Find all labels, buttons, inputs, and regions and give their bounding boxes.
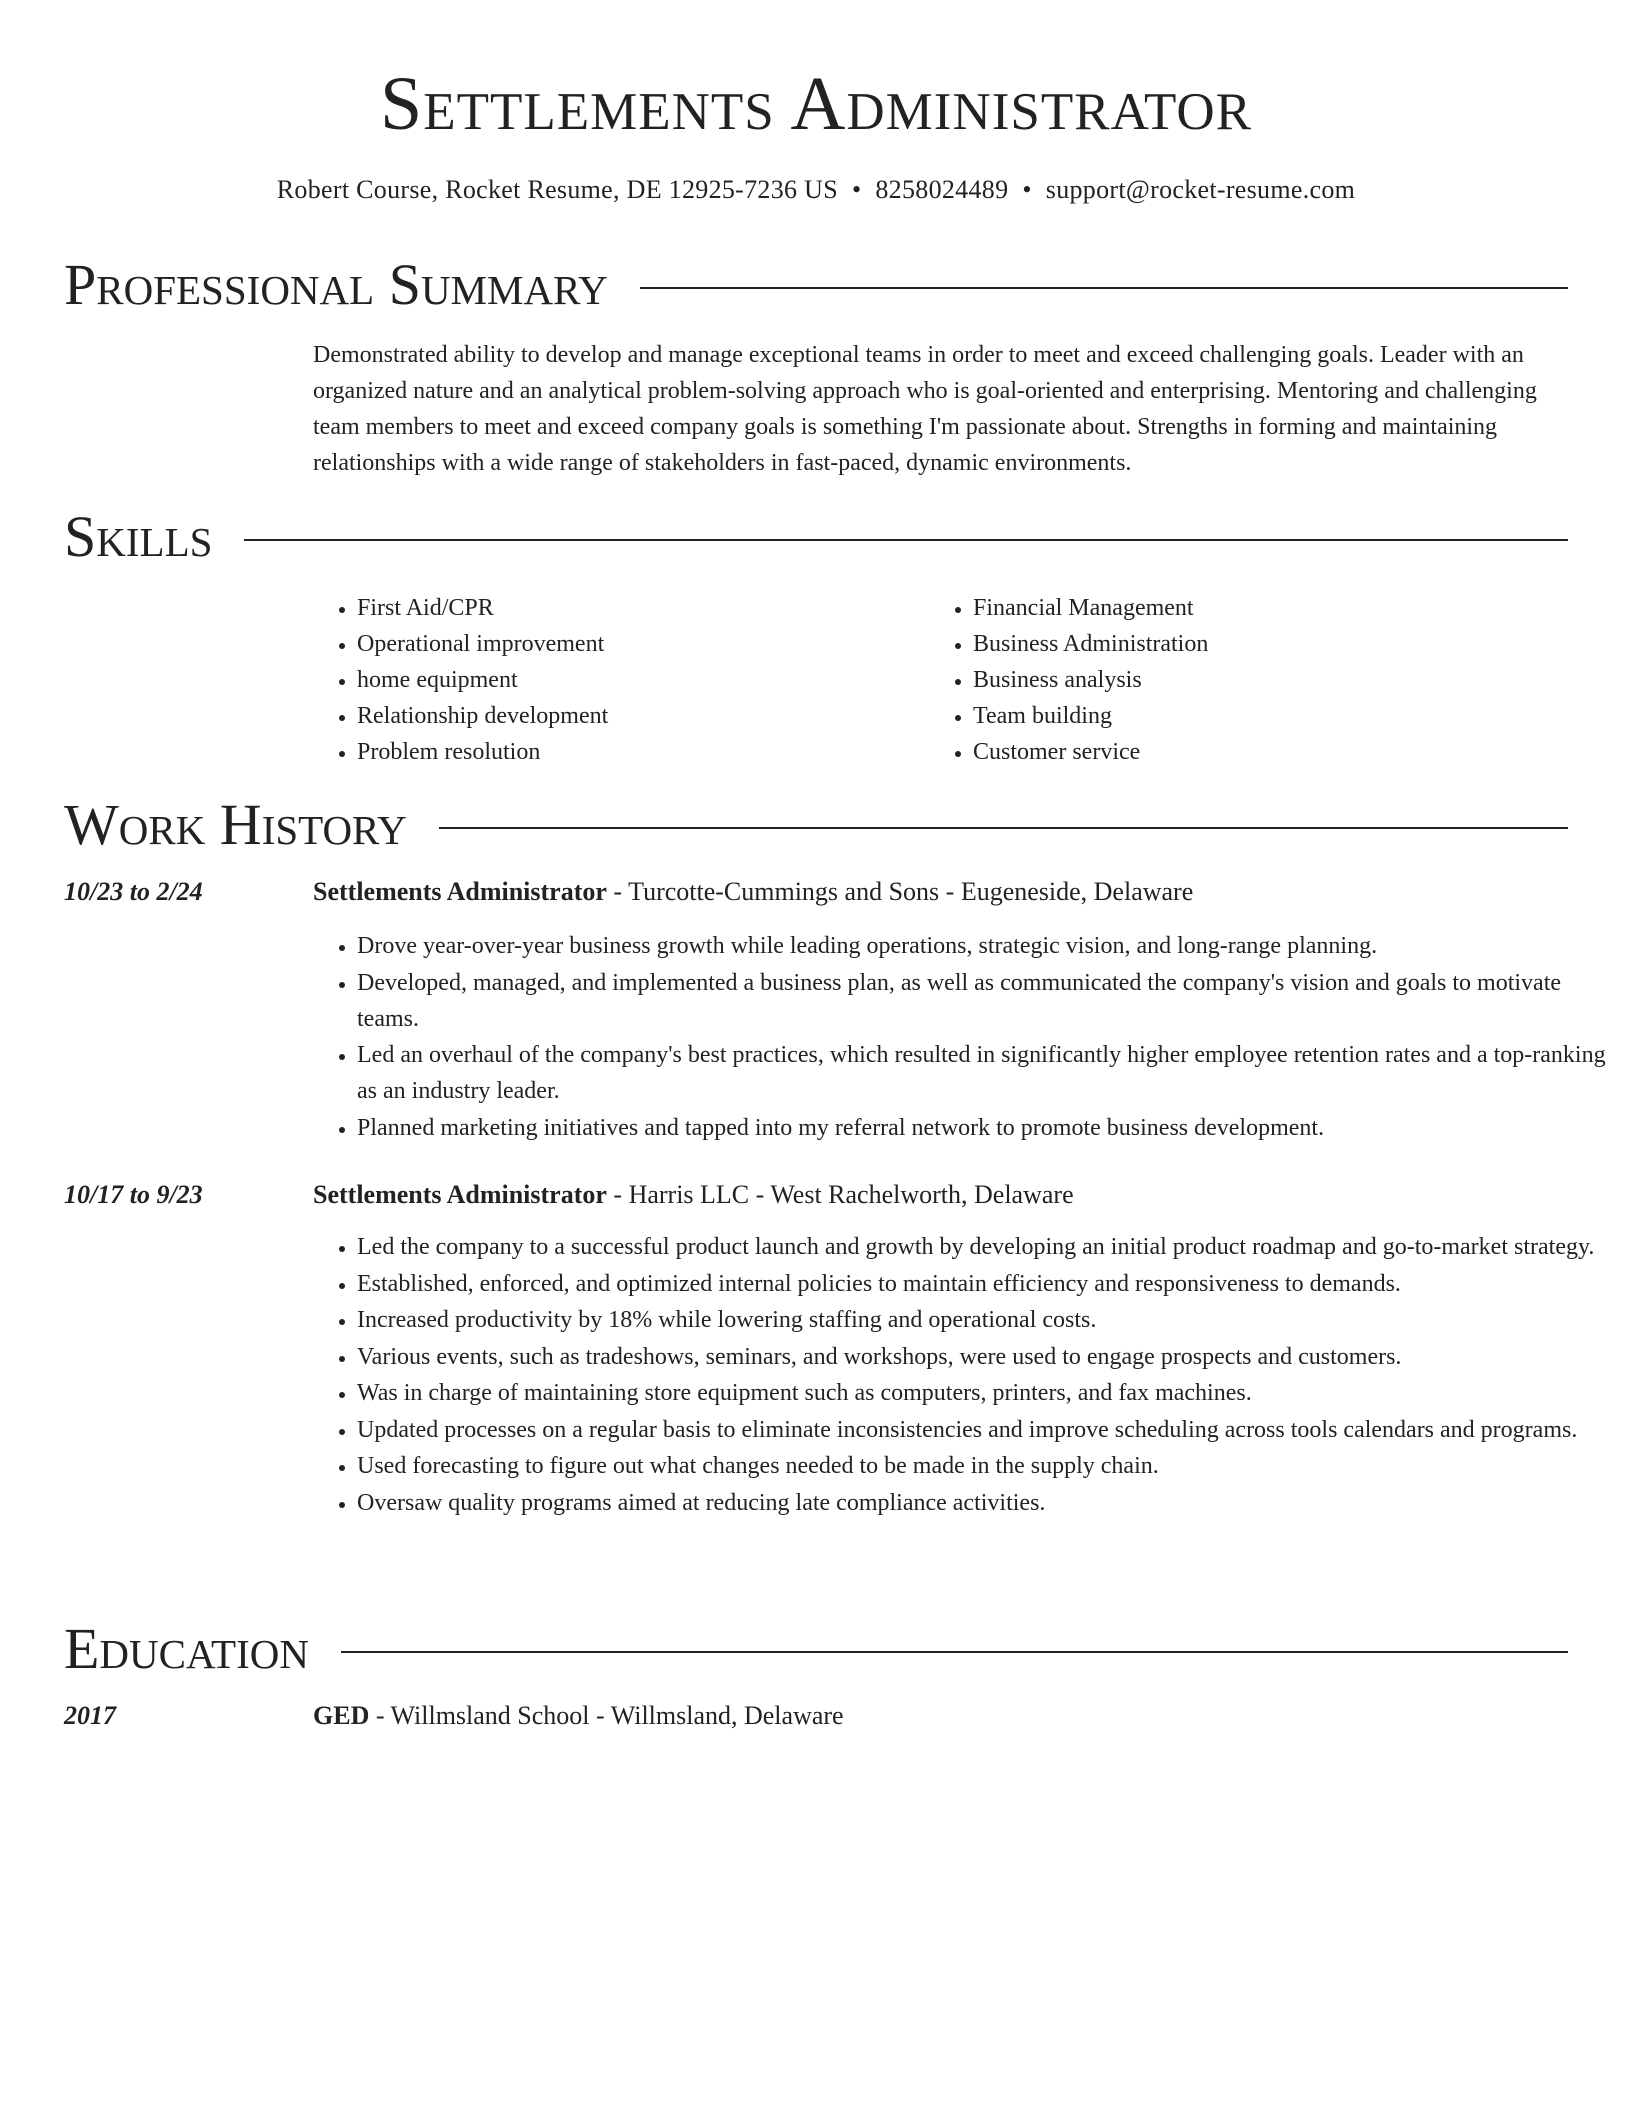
job-dates: 10/23 to 2/24 [64,877,203,906]
job-details: - Turcotte-Cummings and Sons - Eugeneside, Delaware [606,877,1194,906]
job-header [313,1177,1074,1213]
skill-item: • Financial Management [973,590,1545,626]
education-entry [313,1698,844,1734]
skill-item: • Relationship development [357,698,929,734]
section-divider [640,287,1568,289]
skill-item: • Problem resolution [357,734,929,770]
job-bullets [313,928,1615,1146]
education-year: 2017 [64,1701,116,1730]
job-bullet: • Oversaw quality programs aimed at reducing late compliance activities. [357,1485,1615,1521]
education-details: - Willmsland School - Willmsland, Delaware [369,1701,844,1730]
job-bullet: • Used forecasting to figure out what changes needed to be made in the supply chain. [357,1448,1615,1484]
skills-list [313,590,1571,770]
job-bullets [313,1229,1615,1521]
section-divider [341,1651,1568,1653]
skills-section-title: Skills [64,504,213,569]
skills-column-right [929,590,1545,770]
section-divider [439,827,1568,829]
job-bullet: • Updated processes on a regular basis to eliminate inconsistencies and improve scheduling across tools calendars and programs. [357,1412,1615,1448]
job-bullet: • Developed, managed, and implemented a business plan, as well as communicated the company's vision and goals to motivate teams. [357,965,1615,1037]
contact-phone: 8258024489 [875,175,1009,204]
skill-item: • Customer service [973,734,1545,770]
summary-section-title: Professional Summary [64,252,608,317]
skills-section-header [64,502,1568,572]
job-bullet: • Led an overhaul of the company's best practices, which resulted in significantly higher employee retention rates and a top-ranking as an industry leader. [357,1037,1615,1109]
job-bullet: • Led the company to a successful product launch and growth by developing an initial product roadmap and go-to-market strategy. [357,1229,1615,1265]
education-section-header [64,1614,1568,1684]
job-role: Settlements Administrator [313,877,607,906]
work-section-title: Work History [64,792,407,857]
summary-section-header [64,250,1568,320]
job-header [313,874,1193,910]
skill-item: • Team building [973,698,1545,734]
education-section-title: Education [64,1616,309,1681]
section-divider [244,539,1568,541]
job-details: - Harris LLC - West Rachelworth, Delaware [606,1180,1074,1209]
contact-separator: • [1022,175,1032,204]
resume-name-title: Settlements Administrator [379,62,1253,146]
job-role: Settlements Administrator [313,1180,607,1209]
summary-text: Demonstrated ability to develop and manage exceptional teams in order to meet and exceed challenging goals. Leader with an organized nature and an analytical problem-solving approach who is goal-oriented and enterprising. Mentoring and challenging team members to meet and exceed company goals is something I'm passionate about. Strengths in forming and maintaining relationships with a wide range of stakeholders in fast-paced, dynamic environments. [313,342,1537,476]
job-bullet: • Various events, such as tradeshows, seminars, and workshops, were used to engage prospects and customers. [357,1339,1615,1375]
skill-item: • home equipment [357,662,929,698]
contact-separator: • [851,175,862,204]
skill-item: • First Aid/CPR [357,590,929,626]
job-bullet: • Increased productivity by 18% while lowering staffing and operational costs. [357,1302,1615,1338]
job-bullet: • Established, enforced, and optimized internal policies to maintain efficiency and responsiveness to demands. [357,1266,1615,1302]
contact-email: support@rocket-resume.com [1045,175,1356,204]
job-bullet: • Drove year-over-year business growth while leading operations, strategic vision, and long-range planning. [357,928,1615,964]
job-bullet: • Planned marketing initiatives and tapped into my referral network to promote business development. [357,1110,1615,1146]
job-bullet: • Was in charge of maintaining store equipment such as computers, printers, and fax machines. [357,1375,1615,1411]
contact-address: Robert Course, Rocket Resume, DE 12925-7236 US [276,175,838,204]
contact-line [0,172,1632,208]
skill-item: • Operational improvement [357,626,929,662]
work-section-header [64,790,1568,860]
education-degree: GED [313,1701,370,1730]
skill-item: • Business Administration [973,626,1545,662]
skills-column-left [313,590,929,770]
job-dates: 10/17 to 9/23 [64,1180,203,1209]
skill-item: • Business analysis [973,662,1545,698]
